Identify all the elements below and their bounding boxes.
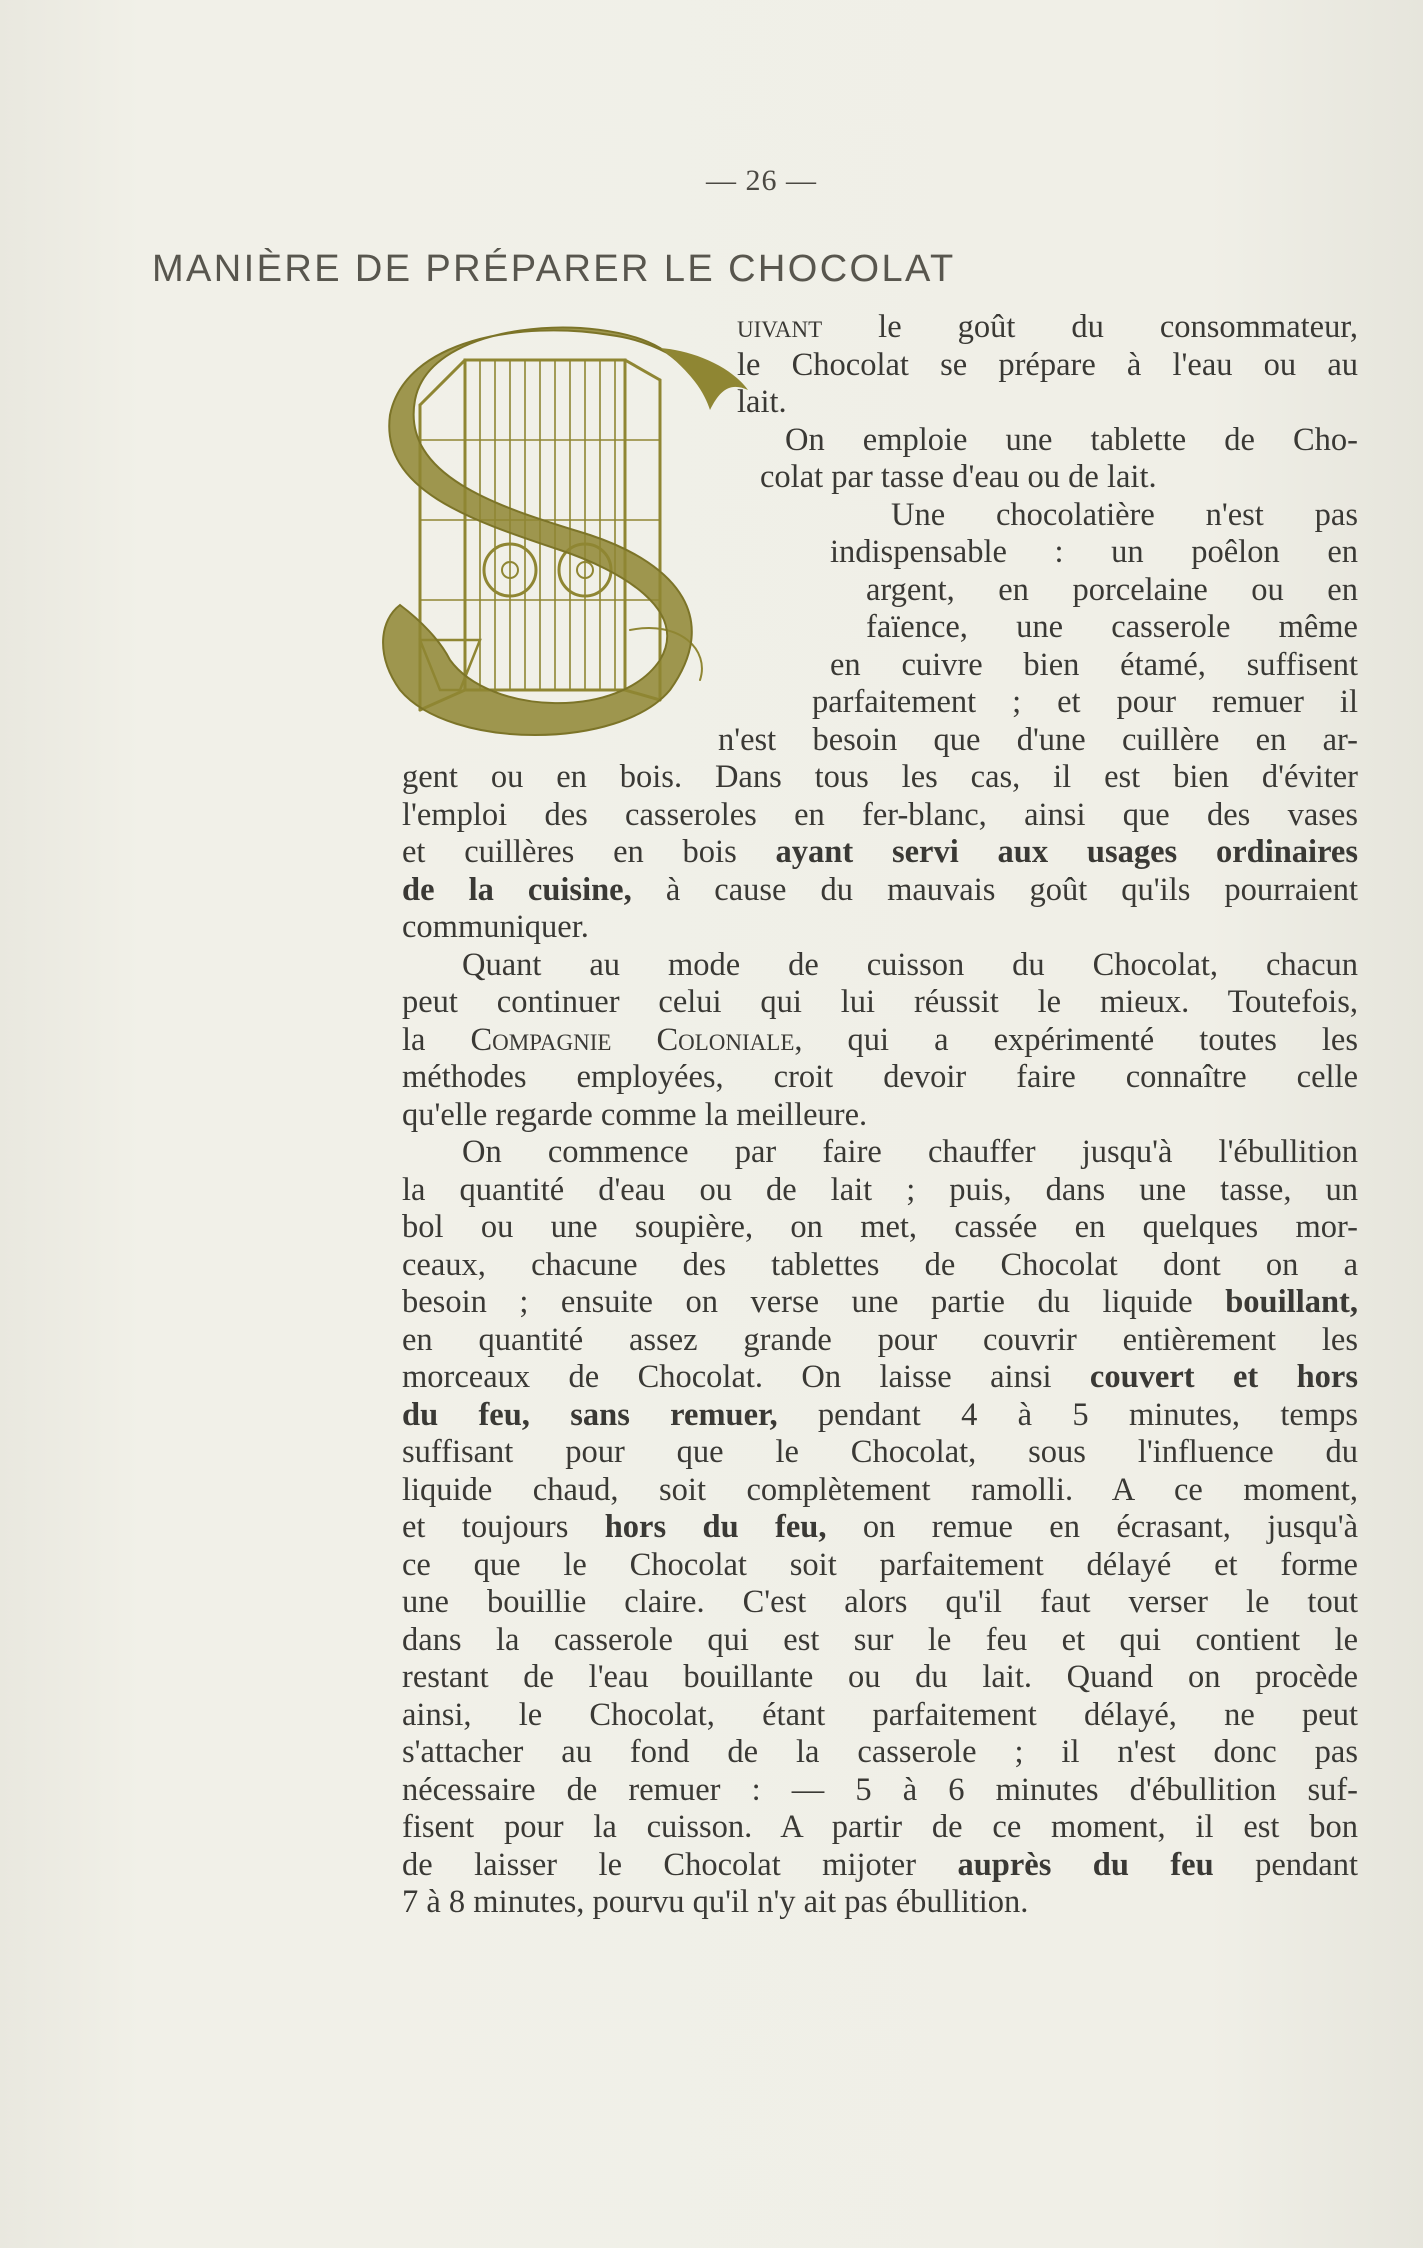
- text-line: s'attacher au fond de la casserole ; il n'est donc pas: [402, 1734, 1358, 1770]
- text-line: Quant au mode de cuisson du Chocolat, chacun: [462, 946, 1358, 983]
- text-line: la quantité d'eau ou de lait ; puis, dans une tasse, un: [402, 1171, 1358, 1208]
- text-line: faïence, une casserole même: [866, 609, 1358, 645]
- text-line: nécessaire de remuer : — 5 à 6 minutes d'ébullition suf-: [402, 1771, 1358, 1808]
- text-line: de la cuisine, à cause du mauvais goût qu'ils pourraient: [402, 871, 1358, 908]
- text-line: indispensable : un poêlon en: [830, 534, 1358, 570]
- text-line: de laisser le Chocolat mijoter auprès du feu pendant: [402, 1846, 1358, 1883]
- text-line: dans la casserole qui est sur le feu et qui contient le: [402, 1621, 1358, 1658]
- text-line: argent, en porcelaine ou en: [866, 571, 1358, 608]
- text-line: Une chocolatière n'est pas: [891, 496, 1358, 533]
- text-line: en cuivre bien étamé, suffisent: [830, 646, 1358, 683]
- text-line: On commence par faire chauffer jusqu'à l'ébullition: [462, 1134, 1358, 1170]
- text-line: suffisant pour que le Chocolat, sous l'influence du: [402, 1434, 1358, 1470]
- text-line: qu'elle regarde comme la meilleure.: [402, 1096, 868, 1133]
- text-line: la Compagnie Coloniale, qui a expérimenté toutes les: [402, 1021, 1358, 1058]
- text-line: en quantité assez grande pour couvrir entièrement les: [402, 1321, 1358, 1358]
- text-line: peut continuer celui qui lui réussit le mieux. Toutefois,: [402, 984, 1358, 1020]
- text-line: n'est besoin que d'une cuillère en ar-: [718, 721, 1358, 758]
- text-line: du feu, sans remuer, pendant 4 à 5 minutes, temps: [402, 1396, 1358, 1433]
- text-line: restant de l'eau bouillante ou du lait. Quand on procède: [402, 1659, 1358, 1695]
- body-text: [402, 309, 1358, 1922]
- page-number: — 26 —: [706, 164, 817, 197]
- text-line: 7 à 8 minutes, pourvu qu'il n'y ait pas ébullition.: [402, 1884, 1029, 1920]
- text-line: ainsi, le Chocolat, étant parfaitement délayé, ne peut: [402, 1696, 1358, 1733]
- text-line: gent ou en bois. Dans tous les cas, il est bien d'éviter: [402, 759, 1358, 795]
- text-line: l'emploi des casseroles en fer-blanc, ainsi que des vases: [402, 796, 1358, 833]
- text-line: méthodes employées, croit devoir faire connaître celle: [402, 1059, 1358, 1095]
- text-line: besoin ; ensuite on verse une partie du liquide bouillant,: [402, 1284, 1358, 1320]
- text-line: bol ou une soupière, on met, cassée en quelques mor-: [402, 1209, 1358, 1245]
- text-line: une bouillie claire. C'est alors qu'il faut verser le tout: [402, 1584, 1358, 1620]
- text-line: le Chocolat se prépare à l'eau ou au: [737, 346, 1358, 383]
- page-heading: MANIÈRE DE PRÉPARER LE CHOCOLAT: [152, 248, 956, 290]
- text-line: lait.: [737, 384, 787, 420]
- text-line: et cuillères en bois ayant servi aux usages ordinaires: [402, 834, 1358, 870]
- text-line: On emploie une tablette de Cho-: [785, 421, 1358, 458]
- text-line: liquide chaud, soit complètement ramolli. A ce moment,: [402, 1471, 1358, 1508]
- text-line: morceaux de Chocolat. On laisse ainsi couvert et hors: [402, 1359, 1358, 1395]
- text-line: colat par tasse d'eau ou de lait.: [760, 459, 1157, 495]
- text-line: et toujours hors du feu, on remue en écrasant, jusqu'à: [402, 1509, 1359, 1545]
- text-line: ce que le Chocolat soit parfaitement délayé et forme: [402, 1546, 1358, 1583]
- text-line: parfaitement ; et pour remuer il: [812, 684, 1358, 720]
- text-line: uivant le goût du consommateur,: [737, 309, 1358, 345]
- text-line: communiquer.: [402, 909, 589, 945]
- text-line: fisent pour la cuisson. A partir de ce moment, il est bon: [402, 1809, 1358, 1845]
- text-line: ceaux, chacune des tablettes de Chocolat dont on a: [402, 1246, 1358, 1283]
